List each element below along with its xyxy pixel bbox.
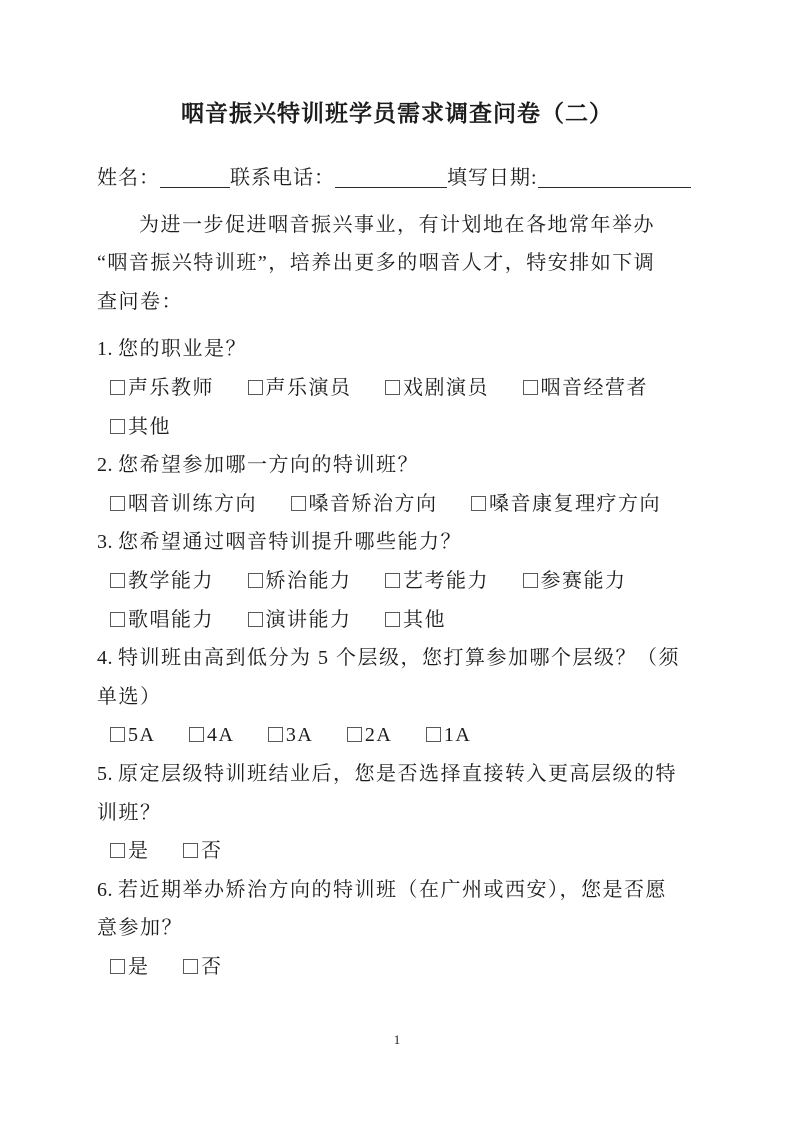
- option-row: [97, 408, 697, 447]
- question-line: 意参加？: [97, 917, 183, 940]
- option-row: [97, 601, 697, 640]
- option-label: 否: [201, 955, 223, 978]
- question-text: [97, 871, 697, 910]
- option-label: 3A: [285, 724, 314, 747]
- checkbox-icon[interactable]: [183, 959, 198, 974]
- option[interactable]: [110, 601, 214, 640]
- checkbox-icon[interactable]: [110, 727, 125, 742]
- question-number: 3.: [97, 531, 113, 554]
- question-line: 单选）: [97, 685, 162, 708]
- option[interactable]: [110, 408, 171, 447]
- option-label: 教学能力: [128, 569, 214, 592]
- option[interactable]: [248, 369, 352, 408]
- option[interactable]: [523, 369, 649, 408]
- checkbox-icon[interactable]: [183, 843, 198, 858]
- option-label: 演讲能力: [265, 608, 352, 631]
- option[interactable]: [110, 485, 257, 524]
- date-blank-field[interactable]: [538, 165, 691, 188]
- checkbox-icon[interactable]: [385, 612, 400, 627]
- option[interactable]: [189, 716, 234, 755]
- checkbox-icon[interactable]: [248, 612, 263, 627]
- option-row: [97, 716, 697, 755]
- question-number: 5.: [97, 762, 113, 785]
- checkbox-icon[interactable]: [110, 496, 125, 511]
- option[interactable]: [110, 562, 214, 601]
- question-number: 2.: [97, 454, 113, 477]
- question-6: [97, 871, 697, 987]
- option-row: [97, 485, 697, 524]
- question-line: 您的职业是？: [118, 338, 247, 361]
- question-3: [97, 523, 697, 639]
- checkbox-icon[interactable]: [110, 419, 125, 434]
- question-line: 您希望参加哪一方向的特训班？: [118, 454, 419, 477]
- option-label: 4A: [206, 724, 235, 747]
- option-label: 嗓音矫治方向: [308, 492, 438, 515]
- option[interactable]: [110, 832, 150, 871]
- option-label: 是: [128, 840, 150, 863]
- date-label: 填写日期:: [447, 167, 538, 189]
- option-label: 其他: [128, 415, 171, 438]
- option[interactable]: [347, 716, 392, 755]
- option-label: 5A: [128, 724, 156, 747]
- option-label: 2A: [364, 724, 393, 747]
- option-label: 其他: [403, 608, 446, 631]
- question-4: [97, 639, 697, 755]
- option[interactable]: [248, 601, 352, 640]
- checkbox-icon[interactable]: [426, 727, 441, 742]
- checkbox-icon[interactable]: [523, 380, 538, 395]
- option-row: [97, 832, 697, 871]
- option[interactable]: [110, 716, 155, 755]
- option-label: 声乐演员: [265, 376, 352, 399]
- option[interactable]: [110, 948, 150, 987]
- page-title: 咽音振兴特训班学员需求调查问卷（二）: [181, 101, 613, 126]
- question-line: 若近期举办矫治方向的特训班（在广州或西安），您是否愿: [118, 878, 667, 901]
- question-text: [97, 639, 697, 678]
- intro-line: 为进一步促进咽音振兴事业，有计划地在各地常年举办: [139, 213, 655, 236]
- option[interactable]: [471, 485, 661, 524]
- question-1: [97, 330, 697, 446]
- question-list: [97, 330, 697, 986]
- option-label: 歌唱能力: [128, 608, 214, 631]
- question-line: 训班？: [97, 801, 162, 824]
- phone-blank-field[interactable]: [335, 165, 447, 188]
- checkbox-icon[interactable]: [189, 727, 204, 742]
- checkbox-icon[interactable]: [471, 496, 486, 511]
- question-text: [97, 330, 697, 369]
- option[interactable]: [426, 716, 471, 755]
- option[interactable]: [248, 562, 352, 601]
- question-text: [97, 446, 697, 485]
- option-row: [97, 562, 697, 601]
- intro-line: “咽音振兴特训班”，培养出更多的咽音人才，特安排如下调: [97, 252, 656, 275]
- option[interactable]: [385, 562, 489, 601]
- option-row: [97, 369, 697, 408]
- checkbox-icon[interactable]: [268, 727, 283, 742]
- checkbox-icon[interactable]: [248, 380, 263, 395]
- option-row: [97, 948, 697, 987]
- option[interactable]: [268, 716, 313, 755]
- question-line: 您希望通过咽音特训提升哪些能力？: [118, 531, 462, 554]
- question-number: 6.: [97, 878, 113, 901]
- page-number: 1: [393, 1032, 401, 1047]
- question-text: [97, 523, 697, 562]
- intro-line: 查问卷：: [97, 290, 183, 313]
- option-label: 嗓音康复理疗方向: [489, 492, 661, 515]
- option[interactable]: [183, 948, 223, 987]
- option[interactable]: [523, 562, 627, 601]
- option-label: 咽音经营者: [540, 376, 648, 399]
- option[interactable]: [385, 369, 489, 408]
- option-label: 1A: [443, 724, 472, 747]
- option[interactable]: [385, 601, 446, 640]
- checkbox-icon[interactable]: [291, 496, 306, 511]
- option[interactable]: [183, 832, 223, 871]
- option-label: 矫治能力: [265, 569, 352, 592]
- question-text: [97, 755, 697, 794]
- question-5: [97, 755, 697, 871]
- header-fields: [97, 159, 697, 198]
- option[interactable]: [291, 485, 438, 524]
- checkbox-icon[interactable]: [385, 573, 400, 588]
- question-number: 4.: [97, 647, 113, 670]
- intro-paragraph: [97, 206, 697, 322]
- name-label: 姓名：: [97, 167, 160, 189]
- checkbox-icon[interactable]: [110, 959, 125, 974]
- checkbox-icon[interactable]: [385, 380, 400, 395]
- option-label: 参赛能力: [540, 569, 627, 592]
- name-blank-field[interactable]: [160, 165, 230, 188]
- checkbox-icon[interactable]: [110, 573, 125, 588]
- option-label: 艺考能力: [403, 569, 489, 592]
- option-label: 戏剧演员: [403, 376, 489, 399]
- question-number: 1.: [97, 338, 113, 361]
- phone-label: 联系电话：: [230, 167, 335, 189]
- checkbox-icon[interactable]: [523, 573, 538, 588]
- checkbox-icon[interactable]: [248, 573, 263, 588]
- question-line: 原定层级特训班结业后，您是否选择直接转入更高层级的特: [118, 762, 677, 785]
- checkbox-icon[interactable]: [110, 612, 125, 627]
- checkbox-icon[interactable]: [110, 843, 125, 858]
- checkbox-icon[interactable]: [110, 380, 125, 395]
- option-label: 是: [128, 955, 150, 978]
- question-2: [97, 446, 697, 523]
- checkbox-icon[interactable]: [347, 727, 362, 742]
- option[interactable]: [110, 369, 214, 408]
- option-label: 声乐教师: [128, 376, 214, 399]
- question-line: 特训班由高到低分为 5 个层级，您打算参加哪个层级？（须: [118, 647, 680, 670]
- option-label: 咽音训练方向: [128, 492, 257, 515]
- option-label: 否: [201, 840, 223, 863]
